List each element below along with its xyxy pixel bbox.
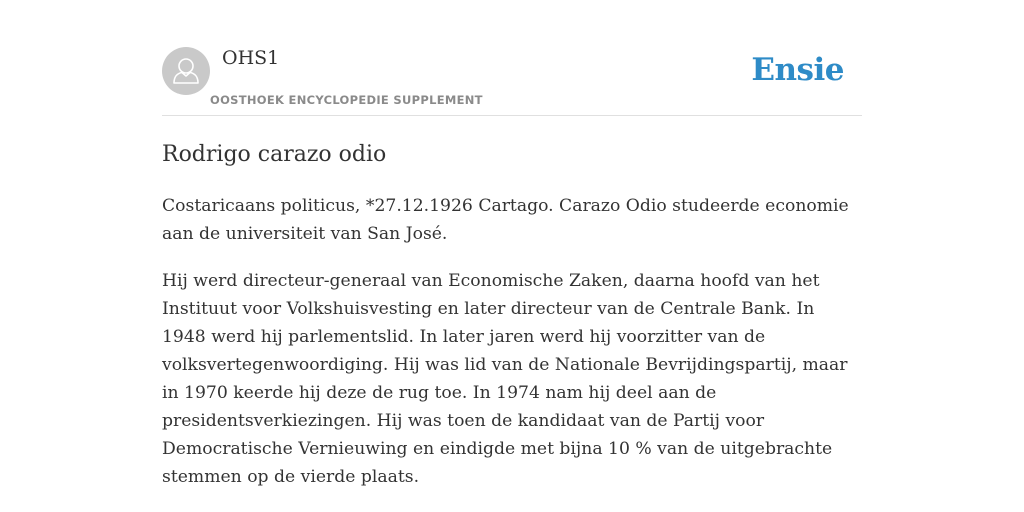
article-paragraph: Hij werd directeur-generaal van Economische Zaken, daarna hoofd van het Instituut voor Volkshuisvesting en later directeur van de Centrale Bank. In 1948 werd hij parlementslid. In later jaren werd hij voorzitter van de volksvertegenwoordiging. Hij was lid van de Nationale Bevrijdingspartij, maar in 1970 keerde hij deze de rug toe. In 1974 nam hij deel aan de presidentsverkiezingen. Hij was toen de kandidaat van de Partij voor Democratische Vernieuwing en eindigde met bijna 10 % van de uitgebrachte stemmen op de vierde plaats. xyxy=(162,271,848,487)
source-label[interactable]: OOSTHOEK ENCYCLOPEDIE SUPPLEMENT xyxy=(210,93,483,107)
header xyxy=(162,0,862,116)
author-name[interactable]: OHS1 xyxy=(222,47,280,69)
article-body xyxy=(162,192,862,510)
user-silhouette-icon xyxy=(162,47,210,95)
avatar[interactable] xyxy=(162,47,210,95)
site-logo[interactable]: Ensie xyxy=(751,52,844,88)
article-paragraph: Costaricaans politicus, *27.12.1926 Cartago. Carazo Odio studeerde economie aan de universiteit van San José. xyxy=(162,196,849,244)
article-title: Rodrigo carazo odio xyxy=(162,142,387,167)
